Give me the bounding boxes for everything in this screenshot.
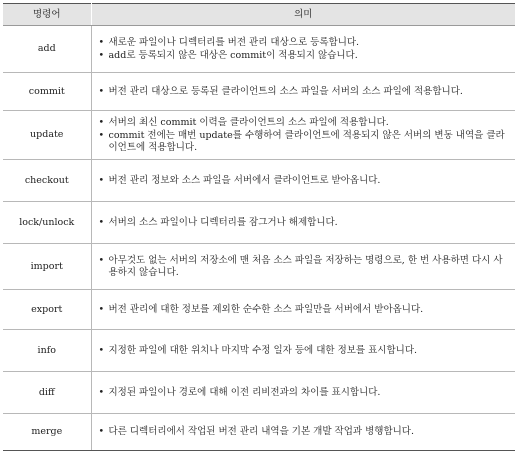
description-bullet: • commit 전에는 매번 update를 수행하여 클라이언트에 적용되지 않은 서버의 변동 내역을 클라이언트에 적용합니다.: [98, 130, 512, 154]
description-bullet: • 아무것도 없는 서버의 저장소에 맨 처음 소스 파일을 저장하는 명령으로, 한 번 사용하면 다시 사용하지 않습니다.: [98, 255, 512, 279]
description-bullet: • 지정한 파일에 대한 위치나 마지막 수정 일자 등에 대한 정보를 표시합니다.: [98, 345, 512, 357]
command-description: [91, 244, 515, 290]
table-row: [3, 414, 515, 451]
table-row: [3, 111, 515, 160]
command-description: [91, 73, 515, 111]
command-description: [91, 111, 515, 160]
command-name: checkout: [3, 160, 91, 202]
command-name: export: [3, 290, 91, 330]
table-row: [3, 160, 515, 202]
command-description: [91, 160, 515, 202]
description-bullet: • 서버의 소스 파일이나 디렉터리를 잠그거나 해제합니다.: [98, 217, 512, 229]
command-description: [91, 372, 515, 414]
description-bullet: • 서버의 최신 commit 이력을 클라이언트의 소스 파일에 적용합니다.: [98, 117, 512, 129]
description-bullet: • 버전 관리에 대한 정보를 제외한 순수한 소스 파일만을 서버에서 받아옵니다.: [98, 304, 512, 316]
command-name: info: [3, 330, 91, 372]
description-bullet: • 다른 디렉터리에서 작업된 버전 관리 내역을 기본 개발 작업과 병행합니다.: [98, 426, 512, 438]
command-description: [91, 290, 515, 330]
command-table: [3, 3, 515, 451]
header-meaning: 의미: [91, 4, 515, 26]
description-bullet: • 지정된 파일이나 경로에 대해 이전 리비전과의 차이를 표시합니다.: [98, 387, 512, 399]
command-description: [91, 330, 515, 372]
command-name: commit: [3, 73, 91, 111]
description-bullet: • 새로운 파일이나 디렉터리를 버전 관리 대상으로 등록합니다.: [98, 37, 512, 49]
table-row: [3, 372, 515, 414]
command-description: [91, 26, 515, 73]
description-bullet: • 버전 관리 대상으로 등록된 클라이언트의 소스 파일을 서버의 소스 파일에 적용합니다.: [98, 86, 512, 98]
table-row: [3, 202, 515, 244]
description-bullet: • add로 등록되지 않은 대상은 commit이 적용되지 않습니다.: [98, 50, 512, 62]
command-name: diff: [3, 372, 91, 414]
header-row: [3, 4, 515, 26]
command-name: update: [3, 111, 91, 160]
command-name: import: [3, 244, 91, 290]
table-row: [3, 73, 515, 111]
table-row: [3, 330, 515, 372]
command-name: lock/unlock: [3, 202, 91, 244]
command-description: [91, 414, 515, 451]
description-bullet: • 버전 관리 정보와 소스 파일을 서버에서 클라이언트로 받아옵니다.: [98, 175, 512, 187]
table-row: [3, 290, 515, 330]
table-row: [3, 244, 515, 290]
command-description: [91, 202, 515, 244]
header-command: 명령어: [3, 4, 91, 26]
table-row: [3, 26, 515, 73]
command-name: add: [3, 26, 91, 73]
command-name: merge: [3, 414, 91, 451]
